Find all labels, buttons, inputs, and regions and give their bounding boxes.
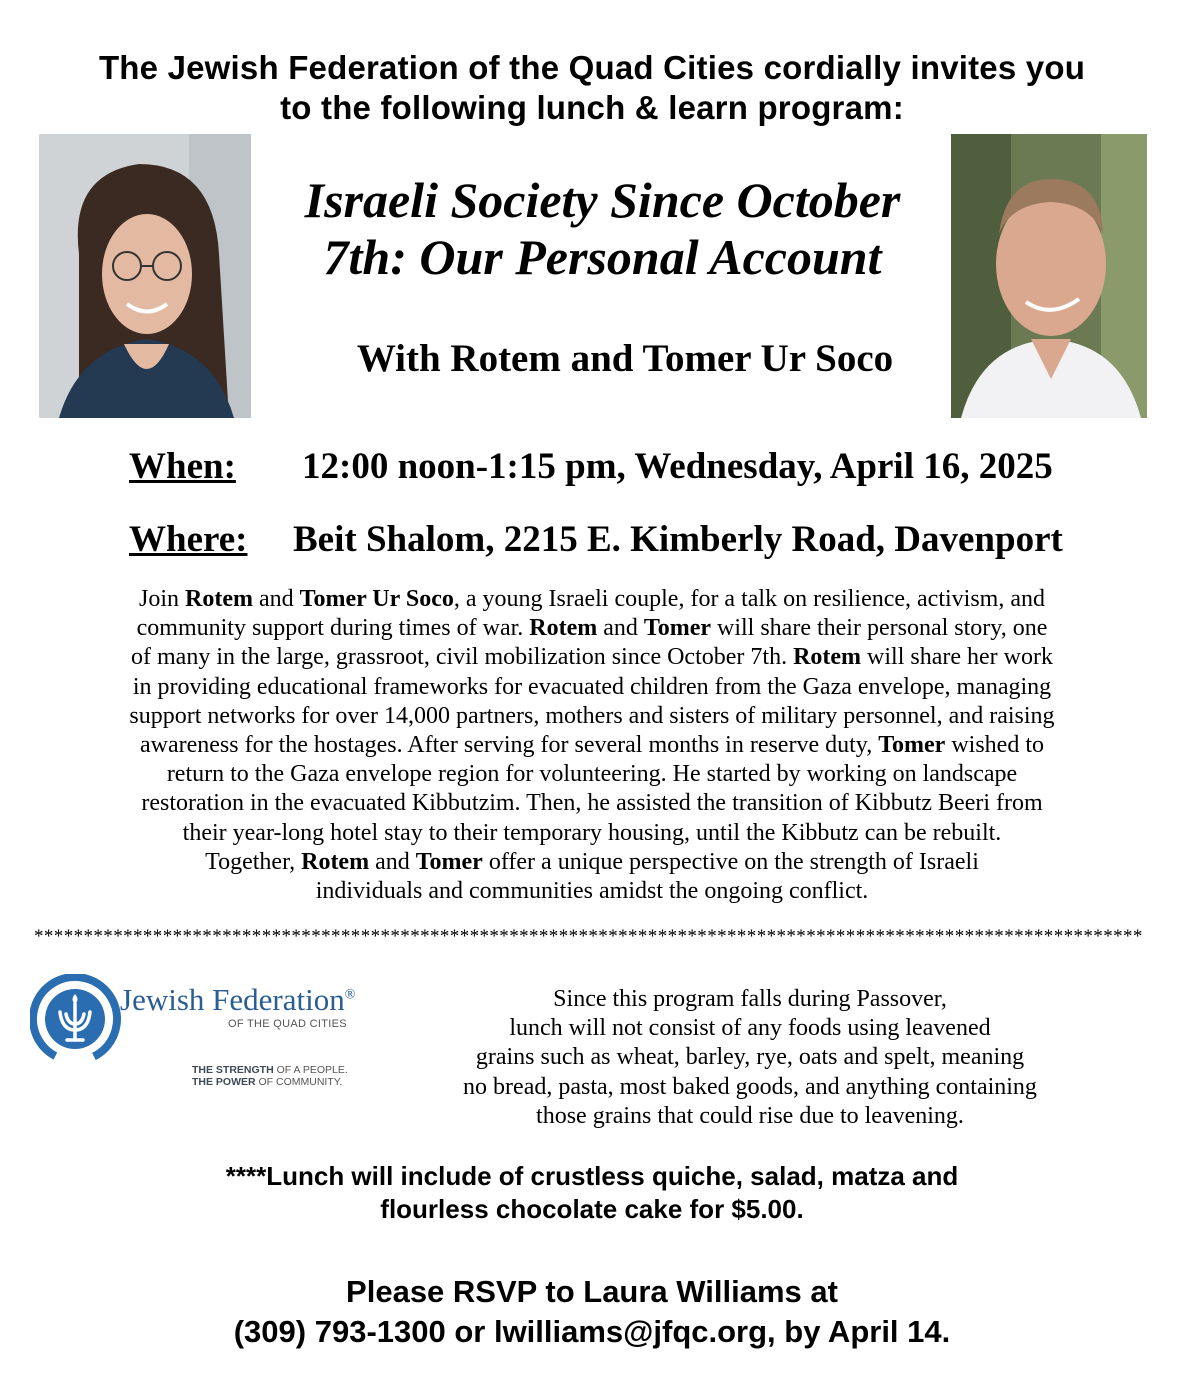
- description-line: return to the Gaza envelope region for volunteering. He started by working on landscape: [166, 761, 1018, 788]
- lunch-line-2: flourless chocolate cake for $5.00.: [380, 1194, 804, 1224]
- description-line: restoration in the evacuated Kibbutzim. Then, he assisted the transition of Kibbutz Beeri from: [141, 790, 1043, 817]
- rsvp-line-1: Please RSVP to Laura Williams at: [346, 1274, 838, 1309]
- heading-line-2: to the following lunch & learn program:: [280, 89, 904, 126]
- description-line: Join Rotem and Tomer Ur Soco, a young Israeli couple, for a talk on resilience, activism, and: [139, 586, 1045, 612]
- tomer-portrait-photo: [951, 134, 1147, 418]
- where-label: Where:: [129, 519, 248, 560]
- invitation-heading: [0, 48, 1184, 128]
- when-label: When:: [129, 446, 236, 487]
- asterisk-divider: ****************************************************************************************************************: [34, 926, 1143, 947]
- tagline-line: THE POWER OF COMMUNITY.: [192, 1076, 343, 1088]
- presenters-line: With Rotem and Tomer Ur Soco: [356, 337, 894, 380]
- passover-line: Since this program falls during Passover,: [553, 986, 947, 1012]
- description-line: their year-long hotel stay to their temporary housing, until the Kibbutz can be rebuilt.: [182, 819, 1002, 846]
- description-line: support networks for over 14,000 partners, mothers and sisters of military personnel, and raising: [129, 702, 1055, 729]
- passover-line: grains such as wheat, barley, rye, oats and spelt, meaning: [475, 1044, 1025, 1071]
- description-line: individuals and communities amidst the ongoing conflict.: [315, 878, 869, 905]
- description-line: Together, Rotem and Tomer offer a unique perspective on the strength of Israeli: [205, 848, 979, 875]
- tagline-line: THE STRENGTH OF A PEOPLE.: [192, 1064, 348, 1076]
- where-value: Beit Shalom, 2215 E. Kimberly Road, Davenport: [293, 519, 1063, 560]
- rsvp-line-2: (309) 793-1300 or lwilliams@jfqc.org, by April 14.: [233, 1314, 951, 1349]
- passover-line: no bread, pasta, most baked goods, and anything containing: [463, 1073, 1037, 1100]
- heading-line-1: The Jewish Federation of the Quad Cities cordially invites you: [98, 49, 1086, 86]
- logo-subtitle: OF THE QUAD CITIES: [228, 1018, 347, 1030]
- passover-line: those grains that could rise due to leavening.: [536, 1102, 964, 1129]
- description-line: in providing educational frameworks for evacuated children from the Gaza envelope, managing: [132, 673, 1052, 700]
- passover-line: lunch will not consist of any foods using leavened: [509, 1015, 991, 1042]
- lunch-note: [0, 1160, 1184, 1226]
- description-line: awareness for the hostages. After serving for several months in reserve duty, Tomer wished to: [140, 732, 1044, 759]
- program-description: [40, 585, 1144, 906]
- description-line: of many in the large, grassroot, civil mobilization since October 7th. Rotem will share her work: [131, 644, 1053, 671]
- rotem-portrait-photo: [39, 134, 251, 418]
- logo-tagline: [192, 1064, 348, 1088]
- menorah-icon: [30, 974, 125, 1069]
- title-line-2: 7th: Our Personal Account: [323, 229, 882, 285]
- program-title: [255, 172, 950, 286]
- when-value: 12:00 noon-1:15 pm, Wednesday, April 16, 2025: [302, 446, 1053, 487]
- lunch-line-1: ****Lunch will include of crustless quiche, salad, matza and: [225, 1161, 959, 1191]
- title-line-1: Israeli Society Since October: [304, 172, 901, 228]
- rsvp-note: [0, 1272, 1184, 1352]
- description-line: community support during times of war. Rotem and Tomer will share their personal story, one: [136, 615, 1048, 642]
- passover-note: [405, 985, 1095, 1131]
- logo-name: Jewish Federation®: [120, 982, 356, 1017]
